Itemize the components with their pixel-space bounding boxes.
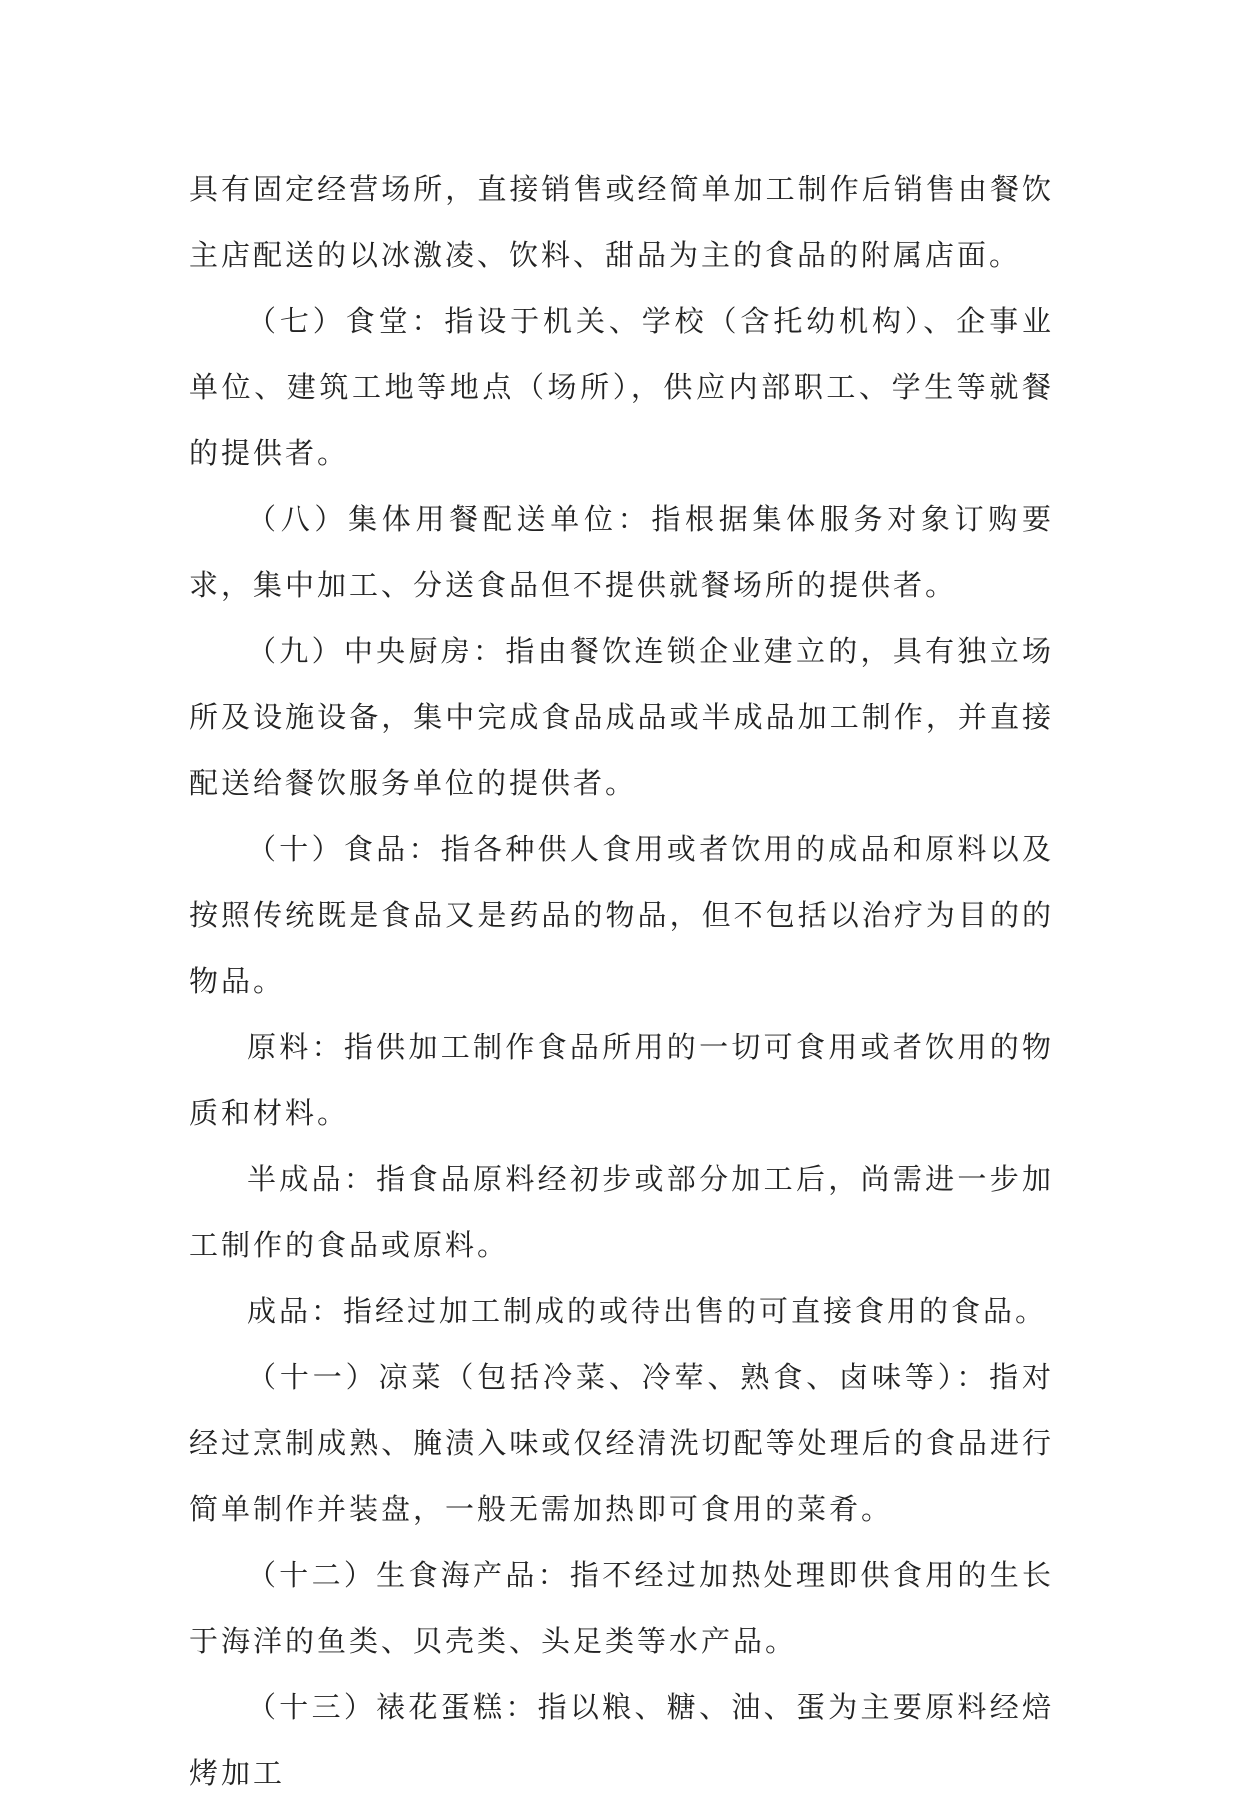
paragraph: 原料：指供加工制作食品所用的一切可食用或者饮用的物质和材料。 — [189, 1030, 1054, 1130]
paragraph: 半成品：指食品原料经初步或部分加工后，尚需进一步加工制作的食品或原料。 — [189, 1162, 1054, 1262]
paragraph: （十二）生食海产品：指不经过加热处理即供食用的生长于海洋的鱼类、贝壳类、头足类等水产品。 — [189, 1558, 1054, 1658]
paragraph: （七）食堂：指设于机关、学校（含托幼机构）、企事业单位、建筑工地等地点（场所），供应内部职工、学生等就餐的提供者。 — [189, 304, 1054, 470]
paragraph: （十）食品：指各种供人食用或者饮用的成品和原料以及按照传统既是食品又是药品的物品，但不包括以治疗为目的的物品。 — [189, 832, 1054, 998]
paragraph: （八）集体用餐配送单位：指根据集体服务对象订购要求，集中加工、分送食品但不提供就餐场所的提供者。 — [189, 502, 1054, 602]
body-text — [189, 156, 1054, 1806]
paragraph: 具有固定经营场所，直接销售或经简单加工制作后销售由餐饮主店配送的以冰激凌、饮料、甜品为主的食品的附属店面。 — [189, 172, 1054, 272]
paragraph: （十三）裱花蛋糕：指以粮、糖、油、蛋为主要原料经焙烤加工 — [189, 1690, 1054, 1790]
paragraph: 成品：指经过加工制成的或待出售的可直接食用的食品。 — [247, 1294, 1048, 1328]
paragraph: （十一）凉菜（包括冷菜、冷荤、熟食、卤味等）：指对经过烹制成熟、腌渍入味或仅经清洗切配等处理后的食品进行简单制作并装盘，一般无需加热即可食用的菜肴。 — [189, 1360, 1054, 1526]
paragraph: （九）中央厨房：指由餐饮连锁企业建立的，具有独立场所及设施设备，集中完成食品成品或半成品加工制作，并直接配送给餐饮服务单位的提供者。 — [189, 634, 1054, 800]
